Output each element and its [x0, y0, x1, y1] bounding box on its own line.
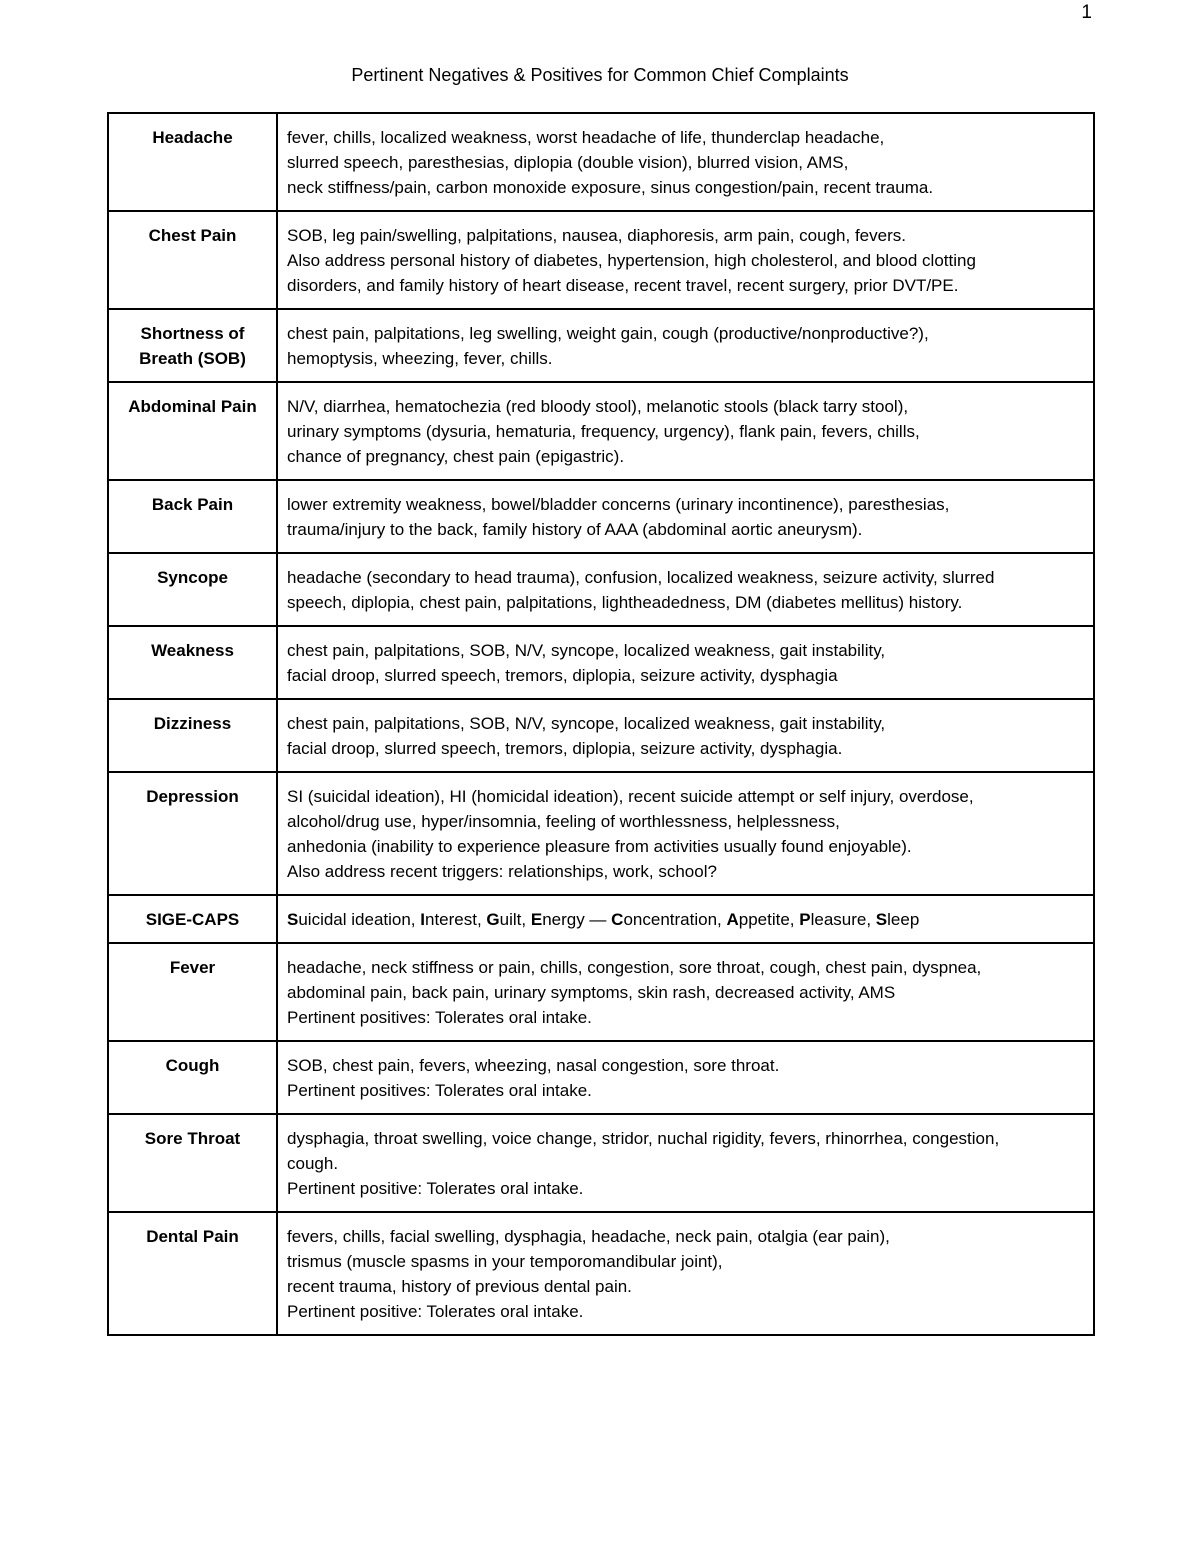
findings-line: lower extremity weakness, bowel/bladder concerns (urinary incontinence), paresthesias,: [287, 495, 950, 514]
mnemonic-letter: E: [530, 910, 543, 929]
findings-line: speech, diplopia, chest pain, palpitations, lightheadedness, DM (diabetes mellitus) history.: [287, 593, 963, 612]
findings-line: abdominal pain, back pain, urinary symptoms, skin rash, decreased activity, AMS: [287, 983, 896, 1002]
findings-line: Pertinent positives: Tolerates oral intake.: [287, 1008, 592, 1027]
pertinent-findings-cell: [277, 895, 1094, 943]
findings-line: cough.: [287, 1154, 339, 1173]
pertinent-findings-cell: [277, 626, 1094, 699]
findings-line: trauma/injury to the back, family history of AAA (abdominal aortic aneurysm).: [287, 520, 863, 539]
page-number: 1: [1081, 2, 1092, 23]
findings-line: chest pain, palpitations, SOB, N/V, syncope, localized weakness, gait instability,: [287, 714, 886, 733]
mnemonic-letter: G: [486, 910, 500, 929]
chief-complaint-cell: [108, 943, 277, 1041]
pertinent-findings-cell: [277, 1041, 1094, 1114]
chief-complaint-label: Cough: [165, 1056, 220, 1075]
chief-complaint-cell: [108, 772, 277, 895]
chief-complaint-cell: [108, 626, 277, 699]
table-row: [108, 309, 1094, 382]
pertinent-findings-cell: [277, 211, 1094, 309]
chief-complaint-cell: [108, 309, 277, 382]
findings-line: N/V, diarrhea, hematochezia (red bloody stool), melanotic stools (black tarry stool),: [287, 397, 909, 416]
chief-complaint-label: Abdominal Pain: [128, 397, 257, 416]
chief-complaint-cell: [108, 553, 277, 626]
mnemonic-word-rest: nterest,: [425, 910, 487, 929]
chief-complaint-cell: [108, 895, 277, 943]
pertinent-findings-cell: [277, 1114, 1094, 1212]
chief-complaint-cell: [108, 1041, 277, 1114]
findings-line: headache, neck stiffness or pain, chills, congestion, sore throat, cough, chest pain, dyspnea,: [287, 958, 982, 977]
mnemonic-letter: S: [875, 910, 888, 929]
table-row: [108, 113, 1094, 211]
chief-complaint-label: Chest Pain: [148, 226, 237, 245]
findings-line: headache (secondary to head trauma), confusion, localized weakness, seizure activity, slurred: [287, 568, 995, 587]
mnemonic-word-rest: nergy —: [542, 910, 612, 929]
chief-complaint-cell: [108, 480, 277, 553]
complaints-table-body: [108, 113, 1094, 1335]
pertinent-findings-cell: [277, 1212, 1094, 1335]
mnemonic-letter: A: [726, 910, 739, 929]
mnemonic-letter: C: [611, 910, 624, 929]
table-row: [108, 382, 1094, 480]
findings-line: SOB, leg pain/swelling, palpitations, nausea, diaphoresis, arm pain, cough, fevers.: [287, 226, 906, 245]
chief-complaint-cell: [108, 382, 277, 480]
findings-line: facial droop, slurred speech, tremors, diplopia, seizure activity, dysphagia.: [287, 739, 843, 758]
table-row: [108, 1114, 1094, 1212]
chief-complaint-label: Fever: [169, 958, 216, 977]
table-row: [108, 626, 1094, 699]
chief-complaint-label: Headache: [152, 128, 233, 147]
findings-line: recent trauma, history of previous dental pain.: [287, 1277, 632, 1296]
chief-complaint-cell: [108, 1114, 277, 1212]
pertinent-findings-cell: [277, 113, 1094, 211]
findings-line: SI (suicidal ideation), HI (homicidal ideation), recent suicide attempt or self injury, overdose,: [287, 787, 974, 806]
findings-line: slurred speech, paresthesias, diplopia (double vision), blurred vision, AMS,: [287, 153, 849, 172]
findings-line: urinary symptoms (dysuria, hematuria, frequency, urgency), flank pain, fevers, chills,: [287, 422, 920, 441]
findings-line: dysphagia, throat swelling, voice change, stridor, nuchal rigidity, fevers, rhinorrhea, congestion,: [287, 1129, 1000, 1148]
findings-line: Also address personal history of diabetes, hypertension, high cholesterol, and blood clotting: [287, 251, 976, 270]
mnemonic-word-rest: ppetite,: [738, 910, 800, 929]
pertinent-findings-cell: [277, 943, 1094, 1041]
findings-line: fevers, chills, facial swelling, dysphagia, headache, neck pain, otalgia (ear pain),: [287, 1227, 890, 1246]
findings-line: chest pain, palpitations, SOB, N/V, syncope, localized weakness, gait instability,: [287, 641, 886, 660]
chief-complaint-label: Weakness: [151, 641, 234, 660]
chief-complaint-label: Dental Pain: [146, 1227, 239, 1246]
chief-complaint-label: Sore Throat: [144, 1129, 241, 1148]
pertinent-findings-cell: [277, 772, 1094, 895]
findings-line: trismus (muscle spasms in your temporomandibular joint),: [287, 1252, 723, 1271]
table-row: [108, 211, 1094, 309]
table-row: [108, 943, 1094, 1041]
findings-line: chance of pregnancy, chest pain (epigastric).: [287, 447, 625, 466]
findings-line: fever, chills, localized weakness, worst headache of life, thunderclap headache,: [287, 128, 885, 147]
chief-complaint-label: Depression: [146, 787, 239, 806]
findings-line: Pertinent positives: Tolerates oral intake.: [287, 1081, 592, 1100]
table-row: [108, 1041, 1094, 1114]
table-row: [108, 1212, 1094, 1335]
mnemonic-word-rest: oncentration,: [623, 910, 727, 929]
findings-line: hemoptysis, wheezing, fever, chills.: [287, 349, 553, 368]
pertinent-findings-cell: [277, 382, 1094, 480]
chief-complaint-label: SIGE-CAPS: [145, 910, 240, 929]
table-row: [108, 553, 1094, 626]
findings-line: SOB, chest pain, fevers, wheezing, nasal congestion, sore throat.: [287, 1056, 780, 1075]
chief-complaint-label: Shortness of: [140, 324, 245, 343]
sigecaps-mnemonic: [287, 907, 1085, 932]
pertinent-findings-cell: [277, 553, 1094, 626]
mnemonic-letter: I: [420, 910, 425, 929]
findings-line: alcohol/drug use, hyper/insomnia, feeling of worthlessness, helplessness,: [287, 812, 840, 831]
findings-line: chest pain, palpitations, leg swelling, weight gain, cough (productive/nonproductive?),: [287, 324, 929, 343]
document-title: Pertinent Negatives & Positives for Common Chief Complaints: [351, 65, 849, 85]
findings-line: Pertinent positive: Tolerates oral intake.: [287, 1302, 584, 1321]
mnemonic-word-rest: uicidal ideation,: [298, 910, 421, 929]
findings-line: Pertinent positive: Tolerates oral intake.: [287, 1179, 584, 1198]
pertinent-findings-cell: [277, 699, 1094, 772]
table-row: [108, 480, 1094, 553]
chief-complaint-cell: [108, 1212, 277, 1335]
chief-complaint-label: Back Pain: [151, 495, 234, 514]
chief-complaint-cell: [108, 699, 277, 772]
findings-line: anhedonia (inability to experience pleasure from activities usually found enjoyable).: [287, 837, 912, 856]
complaints-table: [107, 112, 1095, 1336]
chief-complaint-cell: [108, 113, 277, 211]
table-row: [108, 895, 1094, 943]
table-row: [108, 699, 1094, 772]
chief-complaint-label: Syncope: [157, 568, 228, 587]
chief-complaint-label: Dizziness: [153, 714, 232, 733]
pertinent-findings-cell: [277, 480, 1094, 553]
mnemonic-word-rest: leasure,: [810, 910, 876, 929]
mnemonic-word-rest: leep: [887, 910, 920, 929]
table-row: [108, 772, 1094, 895]
pertinent-findings-cell: [277, 309, 1094, 382]
chief-complaint-cell: [108, 211, 277, 309]
mnemonic-letter: P: [799, 910, 811, 929]
findings-line: Also address recent triggers: relationships, work, school?: [287, 862, 717, 881]
findings-line: disorders, and family history of heart disease, recent travel, recent surgery, prior DVT/PE.: [287, 276, 959, 295]
findings-line: neck stiffness/pain, carbon monoxide exposure, sinus congestion/pain, recent trauma.: [287, 178, 934, 197]
mnemonic-letter: S: [287, 910, 299, 929]
mnemonic-word-rest: uilt,: [499, 910, 531, 929]
findings-line: facial droop, slurred speech, tremors, diplopia, seizure activity, dysphagia: [287, 666, 838, 685]
chief-complaint-label: Breath (SOB): [139, 349, 246, 368]
